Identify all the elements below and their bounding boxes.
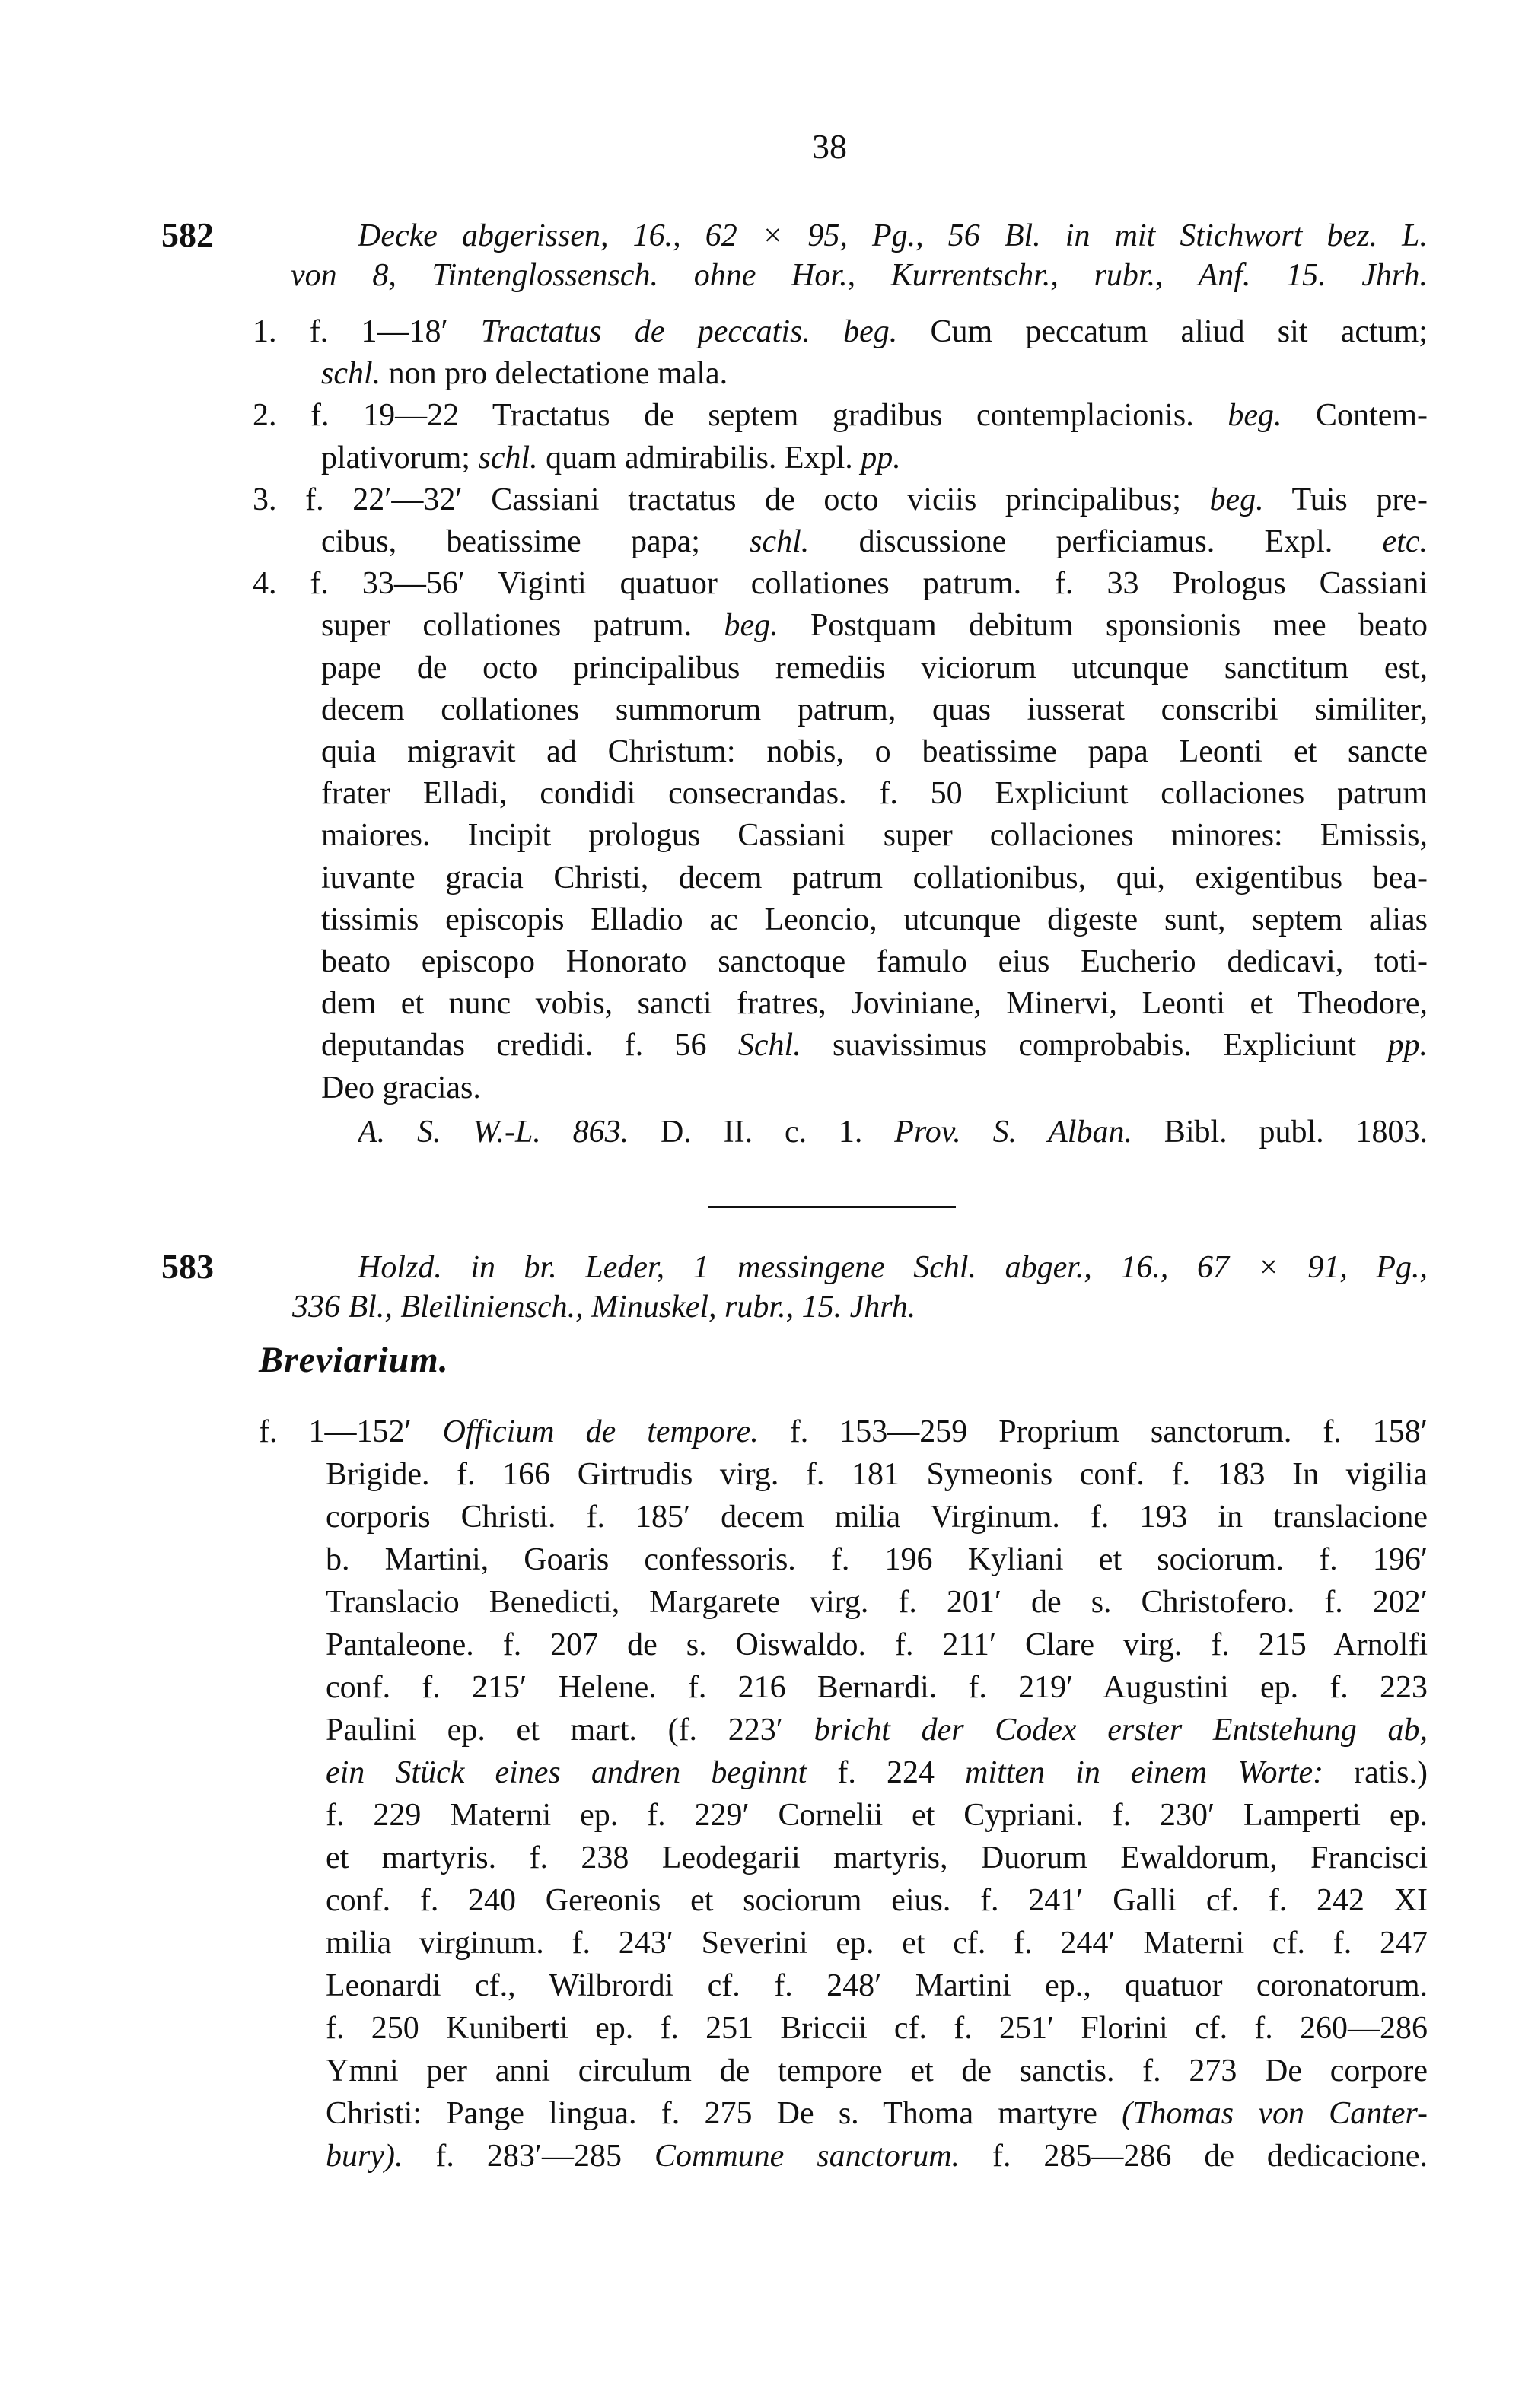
content-item-line xyxy=(326,1453,1428,1496)
text-run: maiores. Incipit prologus Cassiani super collaciones minores: Emissis, xyxy=(321,818,1428,854)
text-run: suavissimus comprobabis. Expliciunt xyxy=(801,1028,1388,1064)
italic-text-run: beg. xyxy=(1227,398,1282,434)
italic-text-run: Schl. xyxy=(737,1028,801,1064)
text-run: conf. f. 215′ Helene. f. 216 Bernardi. f. 219′ Augustini ep. f. 223 xyxy=(326,1670,1428,1705)
text-run: Christi: Pange lingua. f. 275 De s. Thoma martyre xyxy=(326,2096,1122,2131)
italic-text-run: von 8, Tintenglossensch. ohne Hor., Kurrentschr., rubr., Anf. 15. Jhrh. xyxy=(291,258,1428,293)
text-run: Contem- xyxy=(1282,398,1428,434)
entry-number: 583 xyxy=(161,1247,214,1286)
text-run: f. 224 xyxy=(807,1755,966,1790)
italic-text-run: schl. xyxy=(750,524,810,559)
content-item-line xyxy=(326,1538,1428,1581)
content-item-line xyxy=(326,1794,1428,1837)
text-run: 4. f. 33—56′ Viginti quatuor collationes patrum. f. 33 Prologus Cassiani xyxy=(253,566,1428,602)
text-run: D. II. c. 1. xyxy=(629,1115,895,1150)
text-run: Brigide. f. 166 Girtrudis virg. f. 181 Symeonis conf. f. 183 In vigilia xyxy=(326,1457,1428,1492)
text-run: dem et nunc vobis, sancti fratres, Joviniane, Minervi, Leonti et Theodore, xyxy=(321,986,1428,1022)
italic-text-run: pp. xyxy=(1387,1028,1428,1064)
text-run: Translacio Benedicti, Margarete virg. f. 201′ de s. Christofero. f. 202′ xyxy=(326,1585,1428,1620)
text-run: Deo gracias. xyxy=(321,1070,481,1105)
italic-text-run: Holzd. in br. Leder, 1 messingene Schl. abger., 16., 67 × 91, Pg., xyxy=(358,1250,1428,1285)
section-divider xyxy=(708,1206,956,1208)
content-item-line xyxy=(321,437,1428,479)
entry-description-line xyxy=(358,215,1428,257)
text-run: beato episcopo Honorato sanctoque famulo eius Eucherio dedicavi, toti- xyxy=(321,944,1428,979)
text-run: super collationes patrum. xyxy=(321,608,724,644)
entry-description-line xyxy=(292,1286,1428,1328)
italic-text-run: etc. xyxy=(1382,524,1428,559)
italic-text-run: (Thomas von Canter- xyxy=(1122,2096,1428,2131)
content-item-line xyxy=(326,1922,1428,1964)
text-run: cibus, beatissime papa; xyxy=(321,524,750,559)
text-run: et martyris. f. 238 Leodegarii martyris, Duorum Ewaldorum, Francisci xyxy=(326,1840,1428,1875)
italic-text-run: A. S. W.-L. 863. xyxy=(358,1115,629,1150)
italic-text-run: Commune sanctorum. xyxy=(654,2139,960,2174)
italic-text-run: beg. xyxy=(724,608,779,644)
text-run: 1. f. 1—18′ xyxy=(253,314,481,349)
content-item-line xyxy=(253,562,1428,605)
text-run: f. 229 Materni ep. f. 229′ Cornelii et Cypriani. f. 230′ Lamperti ep. xyxy=(326,1798,1428,1833)
content-item-line xyxy=(321,604,1428,647)
text-run: Tuis pre- xyxy=(1263,482,1428,517)
italic-text-run: pp. xyxy=(861,440,901,476)
content-item-line xyxy=(326,1964,1428,2007)
content-item-line xyxy=(259,1411,1428,1453)
text-run: f. 153—259 Proprium sanctorum. f. 158′ xyxy=(758,1414,1428,1449)
content-item-line xyxy=(321,1024,1428,1067)
content-item-line xyxy=(321,647,1428,689)
content-item-line xyxy=(326,1581,1428,1624)
italic-text-run: 336 Bl., Bleiliniensch., Minuskel, rubr., 15. Jhrh. xyxy=(292,1290,916,1325)
italic-text-run: beg. xyxy=(1209,482,1264,517)
italic-text-run: Prov. S. Alban. xyxy=(894,1115,1132,1150)
content-item-line xyxy=(326,1751,1428,1794)
text-run: discussione perficiamus. Expl. xyxy=(809,524,1383,559)
italic-text-run: ein Stück eines andren beginnt xyxy=(326,1755,807,1790)
content-item-line xyxy=(326,1624,1428,1666)
content-item-line xyxy=(326,2135,1428,2177)
entry-description-line xyxy=(291,254,1428,297)
text-run: f. 283′—285 xyxy=(403,2139,654,2174)
text-run: 3. f. 22′—32′ Cassiani tractatus de octo viciis principalibus; xyxy=(253,482,1210,517)
content-item-line xyxy=(253,310,1428,353)
italic-text-run: Decke abgerissen, 16., 62 × 95, Pg., 56 Bl. in mit Stichwort bez. L. xyxy=(358,218,1428,253)
text-run: f. 250 Kuniberti ep. f. 251 Briccii cf. f. 251′ Florini cf. f. 260—286 xyxy=(326,2011,1428,2046)
content-item-line xyxy=(321,857,1428,899)
text-run: Ymni per anni circulum de tempore et de sanctis. f. 273 De corpore xyxy=(326,2053,1428,2088)
content-item-line xyxy=(321,730,1428,773)
text-run: tissimis episcopis Elladio ac Leoncio, utcunque digeste sunt, septem alias xyxy=(321,902,1428,937)
content-item-line xyxy=(321,520,1428,563)
italic-text-run: mitten in einem Worte: xyxy=(965,1755,1324,1790)
content-item-line xyxy=(321,814,1428,857)
text-run: b. Martini, Goaris confessoris. f. 196 Kyliani et sociorum. f. 196′ xyxy=(326,1542,1428,1577)
text-run: plativorum; xyxy=(321,440,479,476)
text-run: decem collationes summorum patrum, quas iusserat conscribi similiter, xyxy=(321,692,1428,727)
entry-number: 582 xyxy=(161,215,214,254)
text-run: ratis.) xyxy=(1323,1755,1428,1790)
content-item-line xyxy=(326,1709,1428,1751)
shelfmark-line xyxy=(358,1111,1428,1153)
content-item-line xyxy=(326,1666,1428,1709)
text-run: corporis Christi. f. 185′ decem milia Virginum. f. 193 in translacione xyxy=(326,1500,1428,1535)
content-item-line xyxy=(253,394,1428,437)
content-item-line xyxy=(321,689,1428,731)
content-item-line xyxy=(321,1067,1428,1109)
text-run: f. 1—152′ xyxy=(259,1414,443,1449)
italic-text-run: bury). xyxy=(326,2139,403,2174)
text-run: quam admirabilis. Expl. xyxy=(537,440,861,476)
text-run: Postquam debitum sponsionis mee beato xyxy=(778,608,1428,644)
italic-text-run: Tractatus de peccatis. beg. xyxy=(480,314,898,349)
page-number: 38 xyxy=(812,127,847,166)
text-run: Pantaleone. f. 207 de s. Oiswaldo. f. 211′ Clare virg. f. 215 Arnolfi xyxy=(326,1627,1428,1662)
text-run: frater Elladi, condidi consecrandas. f. 50 Expliciunt collaciones patrum xyxy=(321,776,1428,812)
content-item-line xyxy=(321,899,1428,941)
italic-text-run: schl. xyxy=(321,356,381,392)
text-run: deputandas credidi. f. 56 xyxy=(321,1028,738,1064)
italic-text-run: schl. xyxy=(478,440,538,476)
content-item-line xyxy=(321,940,1428,983)
text-run: non pro delectatione mala. xyxy=(380,356,728,392)
entry-title: Breviarium. xyxy=(259,1340,449,1380)
content-item-line xyxy=(326,2092,1428,2135)
content-item-line xyxy=(321,352,1428,395)
italic-text-run: bricht der Codex erster Entstehung ab, xyxy=(814,1713,1428,1748)
text-run: conf. f. 240 Gereonis et sociorum eius. f. 241′ Galli cf. f. 242 XI xyxy=(326,1883,1428,1918)
content-item-line xyxy=(326,2007,1428,2050)
content-item-line xyxy=(326,1837,1428,1879)
content-item-line xyxy=(326,2050,1428,2092)
italic-text-run: Officium de tempore. xyxy=(442,1414,759,1449)
text-run: Leonardi cf., Wilbrordi cf. f. 248′ Martini ep., quatuor coronatorum. xyxy=(326,1968,1428,2003)
content-item-line xyxy=(326,1496,1428,1538)
text-run: pape de octo principalibus remediis viciorum utcunque sanctitum est, xyxy=(321,650,1428,686)
text-run: 2. f. 19—22 Tractatus de septem gradibus contemplacionis. xyxy=(253,398,1228,434)
text-run: iuvante gracia Christi, decem patrum collationibus, qui, exigentibus bea- xyxy=(321,860,1428,895)
content-item-line xyxy=(253,479,1428,521)
text-run: Paulini ep. et mart. (f. 223′ xyxy=(326,1713,814,1748)
text-run: Cum peccatum aliud sit actum; xyxy=(897,314,1428,349)
content-item-line xyxy=(321,982,1428,1025)
text-run: quia migravit ad Christum: nobis, o beatissime papa Leonti et sancte xyxy=(321,734,1428,769)
entry-description-line xyxy=(358,1246,1428,1289)
content-item-line xyxy=(326,1879,1428,1922)
text-run: Bibl. publ. 1803. xyxy=(1132,1115,1428,1150)
text-run: f. 285—286 de dedicacione. xyxy=(960,2139,1428,2174)
content-item-line xyxy=(321,772,1428,815)
text-run: milia virginum. f. 243′ Severini ep. et cf. f. 244′ Materni cf. f. 247 xyxy=(326,1926,1428,1961)
